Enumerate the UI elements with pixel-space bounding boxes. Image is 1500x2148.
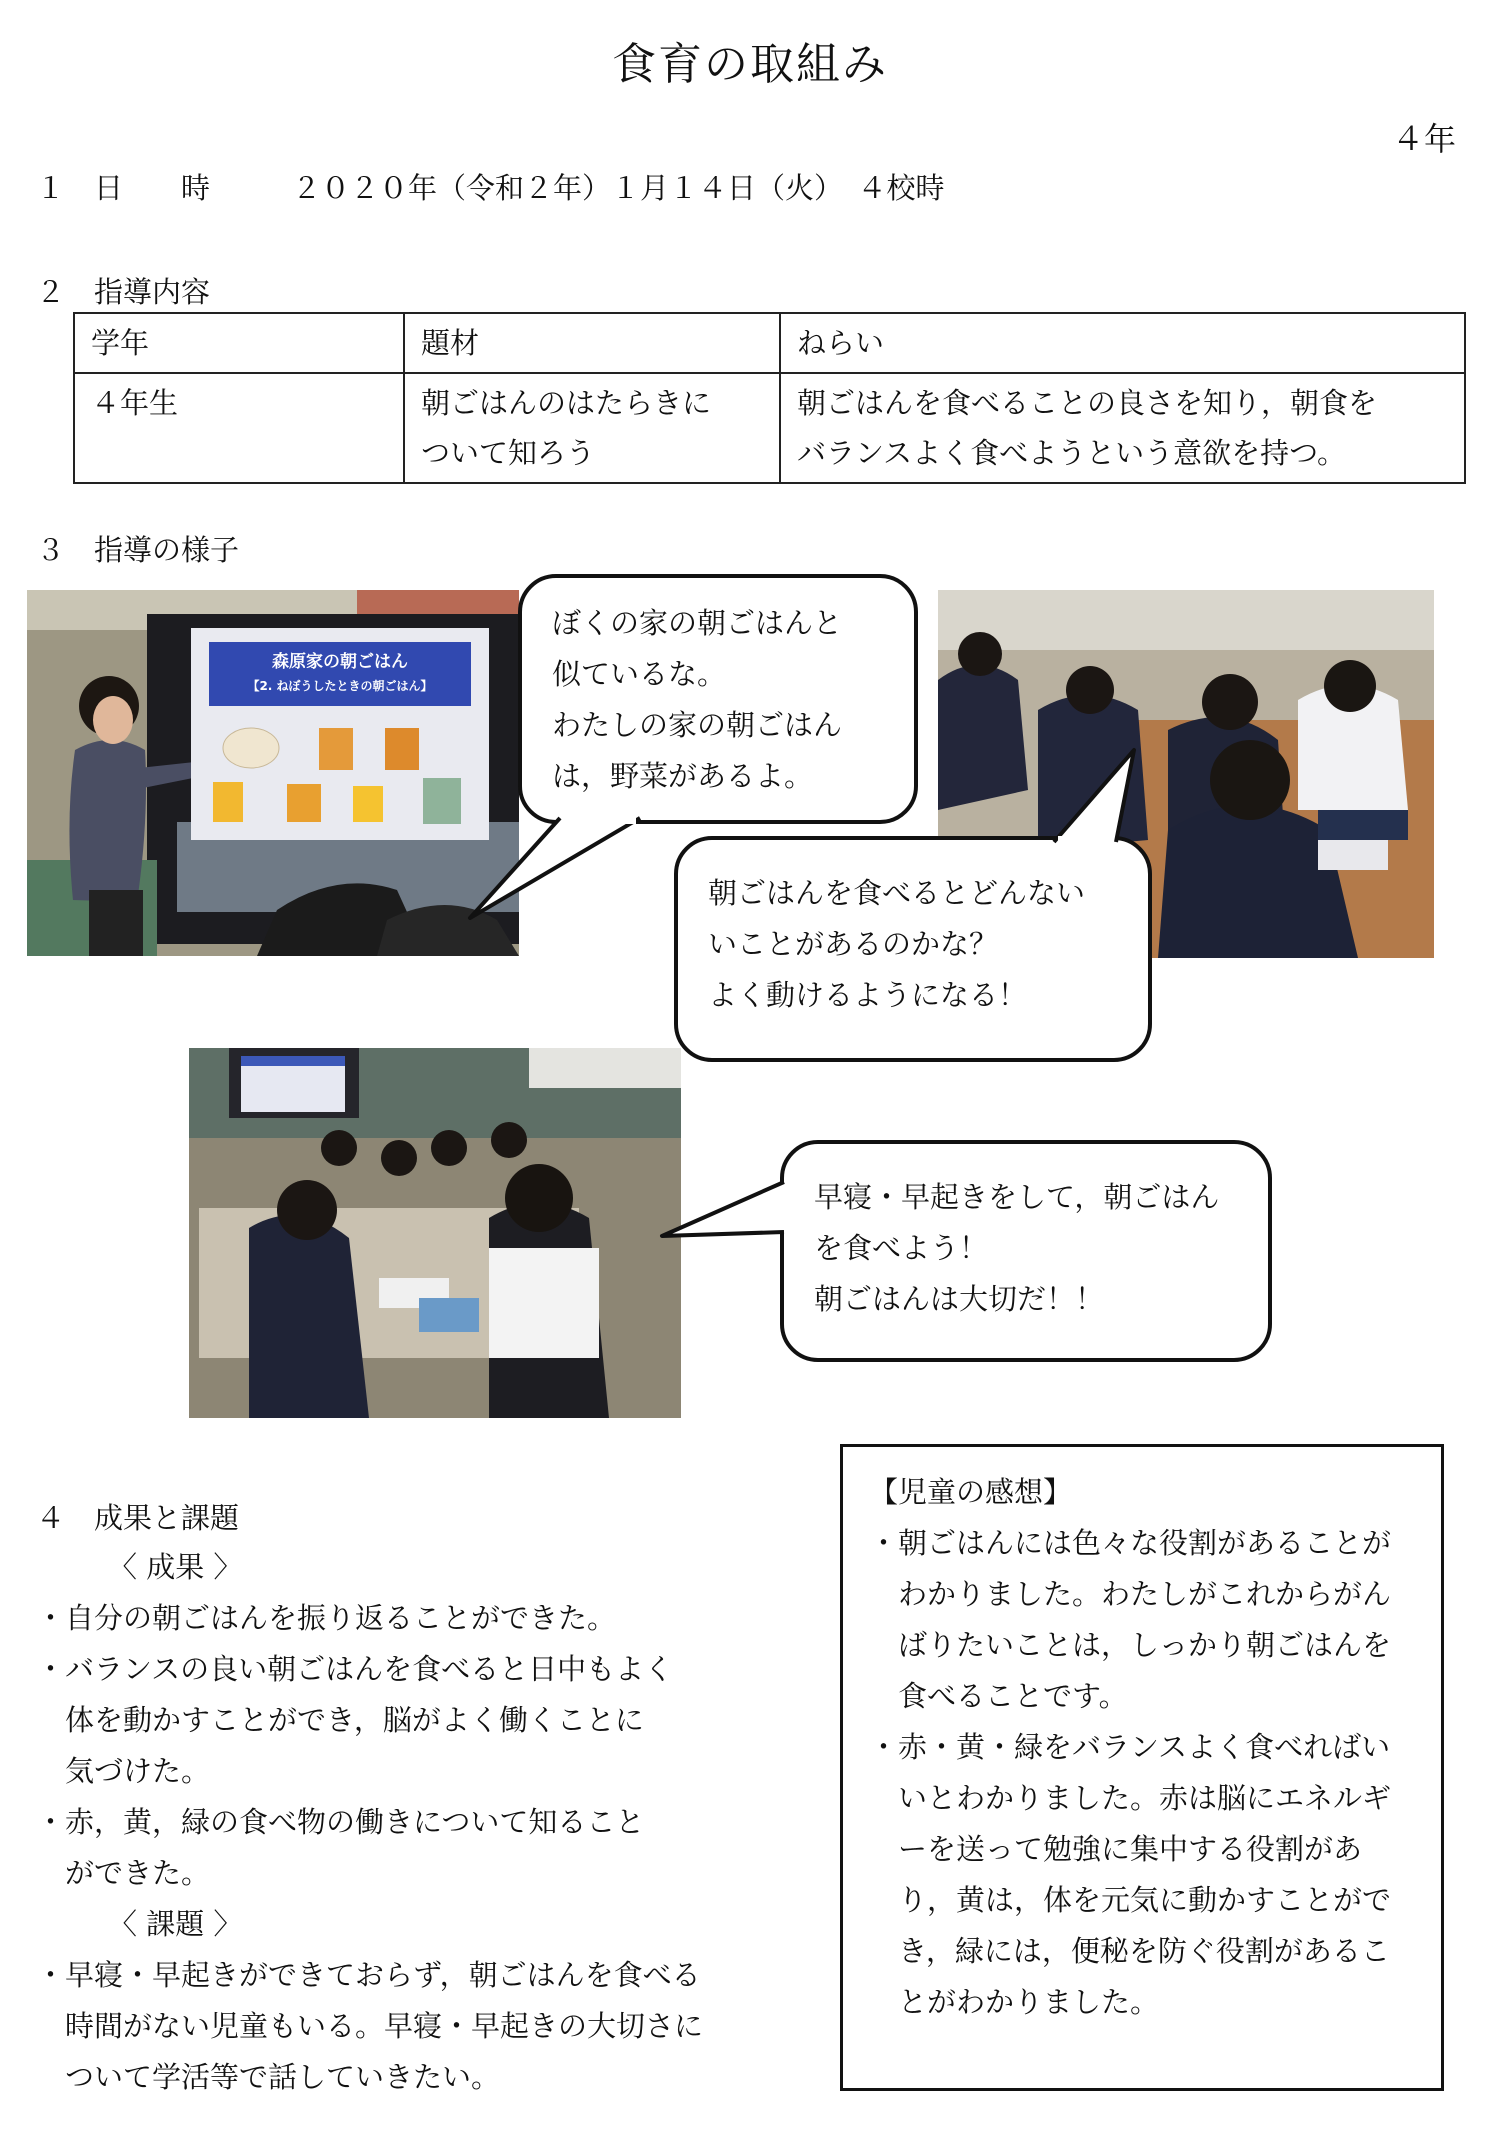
section3-label: ３ 指導の様子	[36, 533, 240, 567]
section1-label: １ 日 時	[36, 171, 211, 205]
table-header-aim: ねらい	[780, 313, 1465, 373]
seika-line: ・バランスの良い朝ごはんを食べると日中もよく	[36, 1652, 674, 1686]
kadai-line: ・早寝・早起きができておらず，朝ごはんを食べる	[36, 1958, 701, 1992]
slide-title: 森原家の朝ごはん	[272, 652, 408, 672]
bubble-line: よく動けるようになる！	[708, 978, 1028, 1012]
kadai-label: 〈 課題 〉	[108, 1907, 243, 1941]
bubble-line: いことがあるのかな？	[708, 927, 999, 961]
topic-line: 朝ごはんのはたらきに	[421, 386, 712, 420]
seika-line: ができた。	[36, 1856, 211, 1890]
bubble-line: 似ているな。	[552, 657, 727, 691]
bubble-line: 早寝・早起きをして，朝ごはん	[814, 1180, 1220, 1214]
impressions-title: 【児童の感想】	[869, 1475, 1073, 1509]
impressions-line: き，緑には，便秘を防ぐ役割があるこ	[869, 1934, 1390, 1968]
kadai-line: ついて学活等で話していきたい。	[36, 2060, 501, 2094]
impressions-line: ・朝ごはんには色々な役割があることが	[869, 1526, 1392, 1560]
impressions-line: ーを送って勉強に集中する役割があ	[869, 1832, 1363, 1866]
aim-line: バランスよく食べようという意欲を持つ。	[797, 436, 1346, 470]
grade-label: ４年	[1391, 120, 1456, 158]
impressions-line: ・赤・黄・緑をバランスよく食べればい	[869, 1730, 1391, 1764]
table-cell-grade: ４年生	[74, 373, 404, 483]
bubble-line: 朝ごはんを食べるとどんない	[708, 876, 1086, 910]
section2-label: ２ 指導内容	[36, 275, 211, 309]
bubble-line: 朝ごはんは大切だ！！	[814, 1282, 1105, 1316]
impressions-line: り，黄は，体を元気に動かすことがで	[869, 1883, 1392, 1917]
bubble-line: ぼくの家の朝ごはんと	[552, 606, 843, 640]
page-title: 食育の取組み	[612, 39, 888, 90]
seika-line: ・自分の朝ごはんを振り返ることができた。	[36, 1601, 617, 1635]
impressions-line: 食べることです。	[869, 1679, 1128, 1713]
bubble-line: は，野菜があるよ。	[552, 759, 814, 793]
table-header-grade: 学年	[74, 313, 404, 373]
section4-label: ４ 成果と課題	[36, 1501, 240, 1535]
bubble-line: わたしの家の朝ごはん	[552, 708, 843, 742]
topic-line: ついて知ろう	[421, 436, 596, 470]
kadai-line: 時間がない児童もいる。早寝・早起きの大切さに	[36, 2009, 704, 2043]
seika-label: 〈 成果 〉	[108, 1550, 243, 1584]
seika-line: ・赤，黄，緑の食べ物の働きについて知ること	[36, 1805, 645, 1839]
aim-line: 朝ごはんを食べることの良さを知り，朝食を	[797, 386, 1378, 420]
section1-datetime: ２０２０年（令和２年）１月１４日（火） ４校時	[292, 171, 945, 205]
impressions-line: とがわかりました。	[869, 1985, 1160, 2019]
seika-line: 体を動かすことができ，脳がよく働くことに	[36, 1703, 644, 1737]
impressions-line: ばりたいことは，しっかり朝ごはんを	[869, 1628, 1392, 1662]
seika-line: 気づけた。	[36, 1754, 211, 1788]
bubble-line: を食べよう！	[814, 1231, 989, 1265]
impressions-line: わかりました。わたしがこれからがん	[869, 1577, 1392, 1611]
impressions-line: いとわかりました。赤は脳にエネルギ	[869, 1781, 1392, 1815]
slide-subtitle: 【2. ねぼうしたときの朝ごはん】	[247, 679, 433, 693]
table-header-topic: 題材	[404, 313, 780, 373]
